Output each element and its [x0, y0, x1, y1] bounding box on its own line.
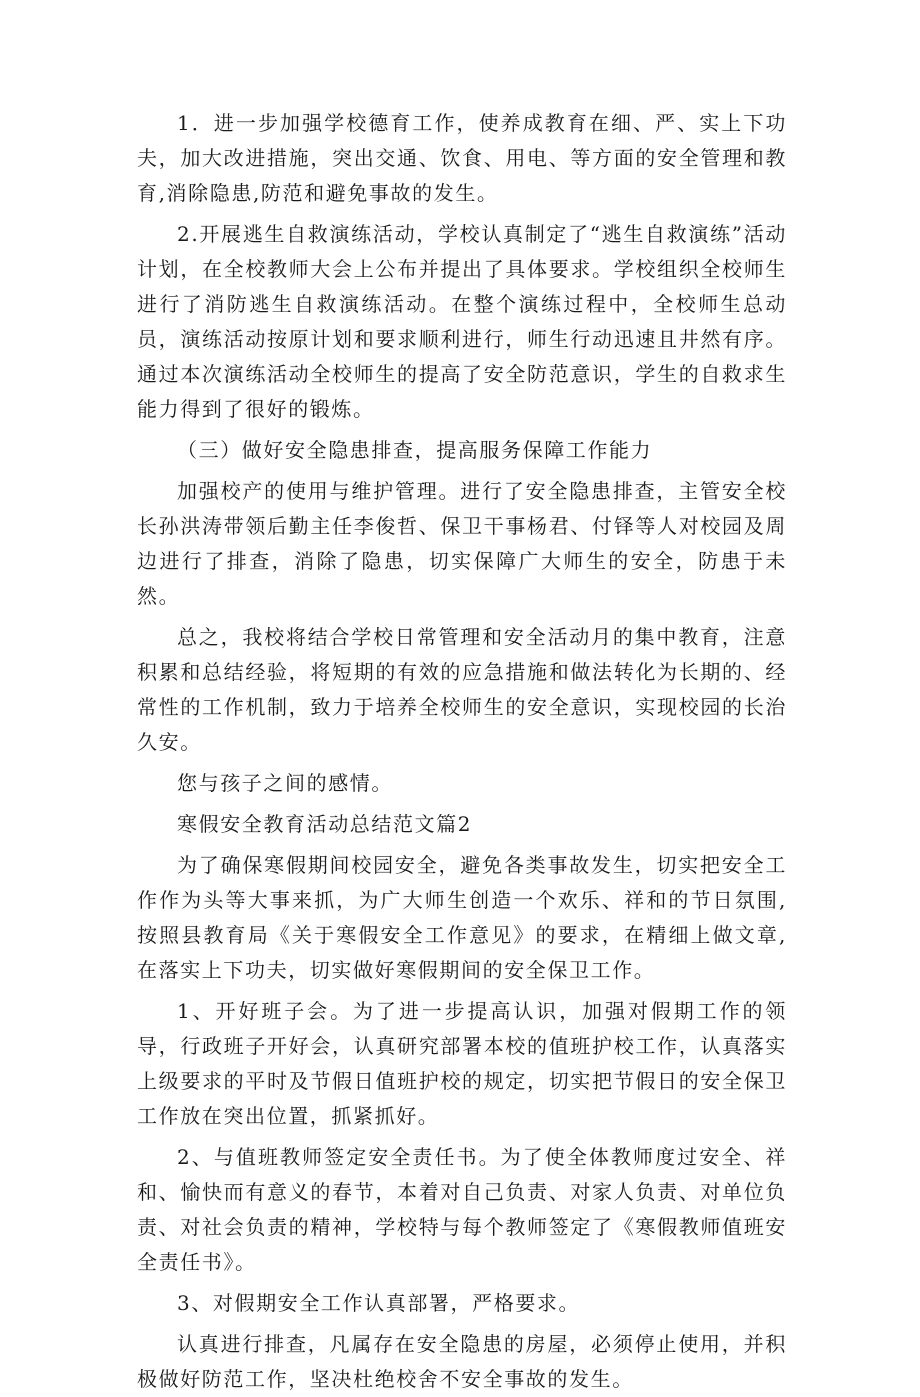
document-body: [137, 106, 787, 1397]
paragraph-holiday-deployment: 3、对假期安全工作认真部署，严格要求。: [177, 1291, 581, 1315]
paragraph-team-meeting: 1、开好班子会。为了进一步提高认识，加强对假期工作的领导，行政班子开好会，认真研究部署本校的值班护校工作，认真落实上级要求的平时及节假日值班护校的规定，切实把节假日的安全保卫工作放在突出位置，抓紧抓好。: [137, 999, 787, 1128]
paragraph-responsibility-letter: 2、与值班教师签定安全责任书。为了使全体教师度过安全、祥和、愉快而有意义的春节，本着对自己负责、对家人负责、对单位负责、对社会负责的精神，学校特与每个教师签定了《寒假教师值班安全责任书》。: [137, 1145, 787, 1274]
paragraph-inspection: 认真进行排查，凡属存在安全隐患的房屋，必须停止使用，并积极做好防范工作，坚决杜绝校舍不安全事故的发生。: [137, 1332, 787, 1391]
section-heading-hazard-check: （三）做好安全隐患排查，提高服务保障工作能力: [177, 438, 653, 462]
paragraph-summary: 总之，我校将结合学校日常管理和安全活动月的集中教育，注意积累和总结经验，将短期的有效的应急措施和做法转化为长期的、经常性的工作机制，致力于培养全校师生的安全意识，实现校园的长治久安。: [137, 625, 787, 754]
paragraph-moral-education: 1．进一步加强学校德育工作，使养成教育在细、严、实上下功夫，加大改进措施，突出交通、饮食、用电、等方面的安全管理和教育,消除隐患,防范和避免事故的发生。: [137, 111, 787, 205]
article-title-part-2: 寒假安全教育活动总结范文篇2: [177, 812, 473, 836]
paragraph-escape-drill: 2.开展逃生自救演练活动，学校认真制定了“逃生自救演练”活动计划，在全校教师大会上公布并提出了具体要求。学校组织全校师生进行了消防逃生自救演练活动。在整个演练过程中，全校师生总动员，演练活动按原计划和要求顺利进行，师生行动迅速且井然有序。通过本次演练活动全校师生的提高了安全防范意识，学生的自救求生能力得到了很好的锻炼。: [137, 222, 787, 421]
paragraph-winter-intro: 为了确保寒假期间校园安全，避免各类事故发生，切实把安全工作作为头等大事来抓，为广大师生创造一个欢乐、祥和的节日氛围,按照县教育局《关于寒假安全工作意见》的要求，在精细上做文章,在落实上下功夫，切实做好寒假期间的安全保卫工作。: [137, 853, 787, 982]
paragraph-feelings: 您与孩子之间的感情。: [177, 771, 393, 795]
paragraph-school-property: 加强校产的使用与维护管理。进行了安全隐患排查，主管安全校长孙洪涛带领后勤主任李俊哲、保卫干事杨君、付铎等人对校园及周边进行了排查，消除了隐患，切实保障广大师生的安全，防患于未然。: [137, 479, 787, 608]
